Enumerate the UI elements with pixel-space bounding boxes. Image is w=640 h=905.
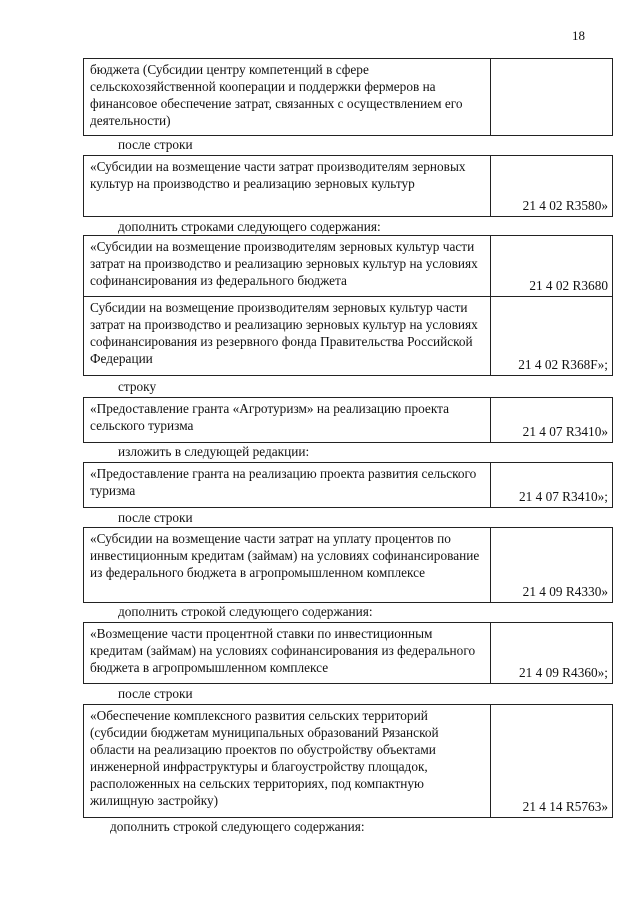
row-text: Субсидии на возмещение производителям зерновых культур части затрат на производство и реализацию зерновых культур на условиях софинансирования из резервного фонда Правительства Российской Федерации xyxy=(84,297,491,375)
instruction-text: после строки xyxy=(118,137,193,152)
row-code: 21 4 02 R3680 xyxy=(529,278,608,293)
table-row xyxy=(83,155,613,217)
row-code: 21 4 07 R3410»; xyxy=(518,489,608,504)
instruction-text: дополнить строкой следующего содержания: xyxy=(118,604,373,619)
instruction-text: дополнить строками следующего содержания: xyxy=(118,219,381,234)
row-code: 21 4 09 R4360»; xyxy=(518,665,608,680)
instruction-text: после строки xyxy=(118,686,193,701)
row-text: «Предоставление гранта на реализацию проекта развития сельского туризма xyxy=(84,463,491,507)
table-row xyxy=(83,397,613,443)
table-row xyxy=(83,704,613,818)
row-text: «Субсидии на возмещение части затрат производителям зерновых культур на производство и реализацию зерновых культур xyxy=(84,156,491,216)
row-code: 21 4 02 R3580» xyxy=(522,198,608,213)
row-code xyxy=(491,59,612,135)
table-row xyxy=(83,235,613,297)
table-row xyxy=(83,622,613,684)
instruction-text: изложить в следующей редакции: xyxy=(118,444,310,459)
row-text: «Субсидии на возмещение части затрат на уплату процентов по инвестиционным кредитам (займам) на условиях софинансирование из федерального бюджета в агропромышленном комплексе xyxy=(84,528,491,602)
row-text: «Обеспечение комплексного развития сельских территорий (субсидии бюджетам муниципальных образований Рязанской области на реализацию проектов по обустройству объектами инженерной инфраструктуры и благоустройству площадок, расположенных на сельских территориях, под компактную жилищную застройку) xyxy=(84,705,491,817)
instruction-text: после строки xyxy=(118,510,193,525)
instruction-text: строку xyxy=(118,379,157,394)
row-code: 21 4 07 R3410» xyxy=(522,424,608,439)
instruction-text: дополнить строкой следующего содержания: xyxy=(110,819,365,834)
row-text: «Возмещение части процентной ставки по инвестиционным кредитам (займам) на условиях софинансирования из федерального бюджета в агропромышленном комплексе xyxy=(84,623,491,683)
table-row xyxy=(83,527,613,603)
table-row xyxy=(83,58,613,136)
row-text: «Субсидии на возмещение производителям зерновых культур части затрат на производство и реализацию зерновых культур на условиях софинансирования из федерального бюджета xyxy=(84,236,491,296)
row-code: 21 4 14 R5763» xyxy=(522,799,608,814)
table-row xyxy=(83,462,613,508)
row-text: бюджета (Субсидии центру компетенций в сфере сельскохозяйственной кооперации и поддержки фермеров на финансовое обеспечение затрат, связанных с осуществлением его деятельности) xyxy=(84,59,491,135)
table-row xyxy=(83,296,613,376)
row-text: «Предоставление гранта «Агротуризм» на реализацию проекта сельского туризма xyxy=(84,398,491,442)
row-code: 21 4 02 R368F»; xyxy=(518,357,608,372)
row-code: 21 4 09 R4330» xyxy=(522,584,608,599)
page-number: 18 xyxy=(572,28,585,43)
